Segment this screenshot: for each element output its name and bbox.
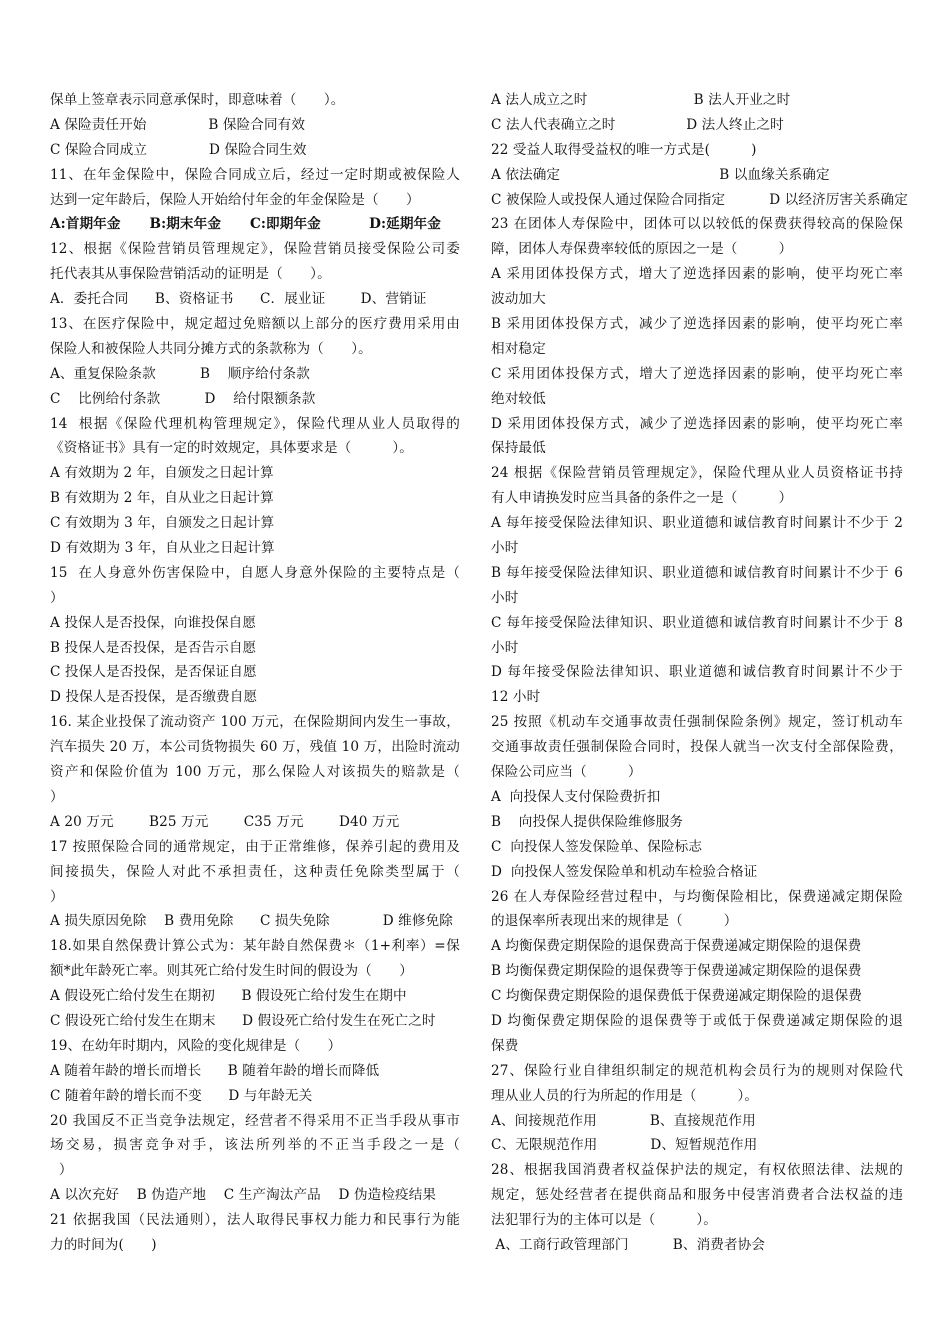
right-line-24: 12 小时 [491,689,541,706]
left-line-10: 保险人和被保险人共同分摊方式的条款称为（ ）。 [50,340,372,357]
left-line-24: D 投保人是否投保，是否缴费自愿 [50,689,258,706]
right-line-11: C 采用团体投保方式，增大了逆选择因素的影响，使平均死亡率 [491,365,903,382]
left-line-21: A 投保人是否投保，向谁投保自愿 [50,614,257,631]
left-line-0: 保单上签章表示同意承保时，即意味着（ ）。 [50,92,345,108]
right-line-30: C 向投保人签发保险单、保险标志 [491,838,703,855]
right-line-23: D 每年接受保险法律知识、职业道德和诚信教育时间累计不少于 [491,664,903,681]
left-line-23: C 投保人是否投保，是否保证自愿 [50,664,257,681]
right-line-13: D 采用团体投保方式，减少了逆选择因素的影响，使平均死亡率 [491,415,903,432]
right-line-34: A 均衡保费定期保险的退保费高于保费递减定期保险的退保费 [491,938,862,955]
left-line-41: 20 我国反不正当竞争法规定，经营者不得采用不正当手段从事市 [50,1112,460,1129]
left-line-19: 15 在人身意外伤害保险中，自愿人身意外保险的主要特点是（ [50,564,460,581]
left-line-1: A 保险责任开始 B 保险合同有效 [50,116,306,133]
left-line-42: 场交易，损害竞争对手，该法所列举的不正当手段之一是（ [50,1137,460,1154]
right-line-1: C 法人代表确立之时 D 法人终止之时 [491,116,784,133]
right-line-41: A、间接规范作用 B、直接规范作用 [491,1112,756,1129]
left-line-20: ） [50,589,64,606]
left-line-31: 间接损失，保险人对此不承担责任，这种责任免除类型属于（ [50,863,460,880]
left-line-30: 17 按照保险合同的通常规定，由于正常维修，保养引起的费用及 [50,838,460,855]
left-column [50,88,460,1258]
left-line-6: 12、根据《保险营销员管理规定》，保险营销员接受保险公司委 [50,241,460,258]
left-line-22: B 投保人是否投保，是否告示自愿 [50,639,257,656]
left-line-39: A 随着年龄的增长而增长 B 随着年龄的增长而降低 [50,1062,380,1079]
right-line-20: 小时 [491,589,519,606]
right-line-28: A 向投保人支付保险费折扣 [491,788,661,805]
right-line-12: 绝对较低 [491,390,546,407]
left-line-11: A、重复保险条款 B 顺序给付条款 [50,365,310,382]
right-line-7: A 采用团体投保方式，增大了逆选择因素的影响，使平均死亡率 [491,266,903,283]
left-line-12: C 比例给付条款 D 给付限额条款 [50,390,316,407]
left-line-36: A 假设死亡给付发生在期初 B 假设死亡给付发生在期中 [50,988,407,1005]
left-line-40: C 随着年龄的增长而不变 D 与年龄无关 [50,1087,313,1104]
left-line-32: ） [50,888,64,905]
right-line-22: 小时 [491,639,519,656]
left-line-43: ） [50,1162,73,1179]
left-line-7: 托代表其从事保险营销活动的证明是（ ）。 [50,266,331,283]
left-line-9: 13、在医疗保险中，规定超过免赔额以上部分的医疗费用采用由 [50,316,460,333]
right-line-15: 24 根据《保险营销员管理规定》，保险代理从业人员资格证书持 [491,465,903,482]
right-line-25: 25 按照《机动车交通事故责任强制保险条例》规定，签订机动车 [491,714,903,731]
right-column [491,88,908,1258]
right-line-36: C 均衡保费定期保险的退保费低于保费递减定期保险的退保费 [491,988,862,1005]
right-line-10: 相对稳定 [491,340,546,357]
left-line-25: 16. 某企业投保了流动资产 100 万元，在保险期间内发生一事故， [50,714,460,731]
right-line-2: 22 受益人取得受益权的唯一方式是( ) [491,141,757,158]
left-line-38: 19、在幼年时期内，风险的变化规律是（ ） [50,1037,342,1054]
right-line-42: C、无限规范作用 D、短暂规范作用 [491,1137,758,1154]
left-line-15: A 有效期为 2 年，自颁发之日起计算 [50,465,274,482]
left-line-37: C 假设死亡给付发生在期末 D 假设死亡给付发生在死亡之时 [50,1012,436,1029]
right-line-35: B 均衡保费定期保险的退保费等于保费递减定期保险的退保费 [491,963,862,980]
right-line-43: 28、根据我国消费者权益保护法的规定，有权依照法律、法规的 [491,1162,903,1179]
right-line-40: 理从业人员的行为所起的作用是（ ）。 [491,1087,759,1104]
right-line-39: 27、保险行业自律组织制定的规范机构会员行为的规则对保险代 [491,1062,903,1079]
right-line-31: D 向投保人签发保险单和机动车检验合格证 [491,863,758,880]
left-line-29: A 20 万元 B25 万元 C35 万元 D40 万元 [50,813,400,830]
right-line-18: 小时 [491,540,519,557]
right-line-38: 保费 [491,1037,519,1054]
left-line-33: A 损失原因免除 B 费用免除 C 损失免除 D 维修免除 [50,913,453,930]
right-line-45: 法犯罪行为的主体可以是（ ）。 [491,1212,717,1229]
right-line-33: 的退保率所表现出来的规律是（ ） [491,913,738,930]
left-line-14: 《资格证书》具有一定的时效规定，具体要求是（ ）。 [50,440,413,457]
left-line-18: D 有效期为 3 年，自从业之日起计算 [50,540,275,557]
right-line-21: C 每年接受保险法律知识、职业道德和诚信教育时间累计不少于 8 [491,614,903,631]
right-line-17: A 每年接受保险法律知识、职业道德和诚信教育时间累计不少于 2 [491,515,903,532]
left-line-3: 11、在年金保险中，保险合同成立后，经过一定时期或被保险人 [50,166,460,183]
right-line-46: A、工商行政管理部门 B、消费者协会 [491,1236,766,1253]
left-line-28: ） [50,788,64,805]
left-line-34: 18.如果自然保费计算公式为：某年龄自然保费＊（1+利率）=保 [50,938,460,955]
left-line-13: 14 根据《保险代理机构管理规定》，保险代理从业人员取得的 [50,415,460,432]
right-line-3: A 依法确定 B 以血缘关系确定 [491,166,830,183]
right-line-44: 规定，惩处经营者在提供商品和服务中侵害消费者合法权益的违 [491,1187,903,1204]
left-line-17: C 有效期为 3 年，自颁发之日起计算 [50,515,275,532]
left-line-46: 力的时间为( ) [50,1236,157,1253]
left-line-26: 汽车损失 20 万，本公司货物损失 60 万，残值 10 万，出险时流动 [50,739,460,756]
right-line-14: 保持最低 [491,440,546,457]
right-line-32: 26 在人寿保险经营过程中，与均衡保险相比，保费递减定期保险 [491,888,903,905]
right-line-26: 交通事故责任强制保险合同时，投保人就当一次支付全部保险费， [491,739,903,756]
left-line-8: A．委托合同 B、资格证书 C．展业证 D、营销证 [50,291,427,308]
right-line-0: A 法人成立之时 B 法人开业之时 [491,92,791,108]
left-line-2: C 保险合同成立 D 保险合同生效 [50,141,307,158]
right-line-4: C 被保险人或投保人通过保险合同指定 D 以经济厉害关系确定 [491,191,908,208]
right-line-9: B 采用团体投保方式，减少了逆选择因素的影响，使平均死亡率 [491,316,903,333]
right-line-29: B 向投保人提供保险维修服务 [491,813,684,830]
left-line-16: B 有效期为 2 年，自从业之日起计算 [50,490,274,507]
right-line-8: 波动加大 [491,291,546,308]
left-line-4: 达到一定年龄后，保险人开始给付年金的年金保险是（ ） [50,191,420,208]
right-line-27: 保险公司应当（ ） [491,764,642,781]
left-line-44: A 以次充好 B 伪造产地 C 生产淘汰产品 D 伪造检疫结果 [50,1187,437,1204]
right-line-5: 23 在团体人寿保险中，团体可以以较低的保费获得较高的保险保 [491,216,903,233]
left-line-27: 资产和保险价值为 100 万元，那么保险人对该损失的赔款是（ [50,764,460,781]
left-line-45: 21 依据我国（民法通则），法人取得民事权力能力和民事行为能 [50,1212,460,1229]
right-line-37: D 均衡保费定期保险的退保费等于或低于保费递减定期保险的退 [491,1012,903,1029]
left-line-35: 额*此年龄死亡率。则其死亡给付发生时间的假设为（ ） [50,963,413,980]
right-line-16: 有人申请换发时应当具备的条件之一是（ ） [491,490,793,507]
left-line-5: A:首期年金 B:期末年金 C:即期年金 D:延期年金 [50,216,441,233]
right-line-6: 障，团体人寿保费率较低的原因之一是（ ） [491,241,793,258]
right-line-19: B 每年接受保险法律知识、职业道德和诚信教育时间累计不少于 6 [491,564,903,581]
